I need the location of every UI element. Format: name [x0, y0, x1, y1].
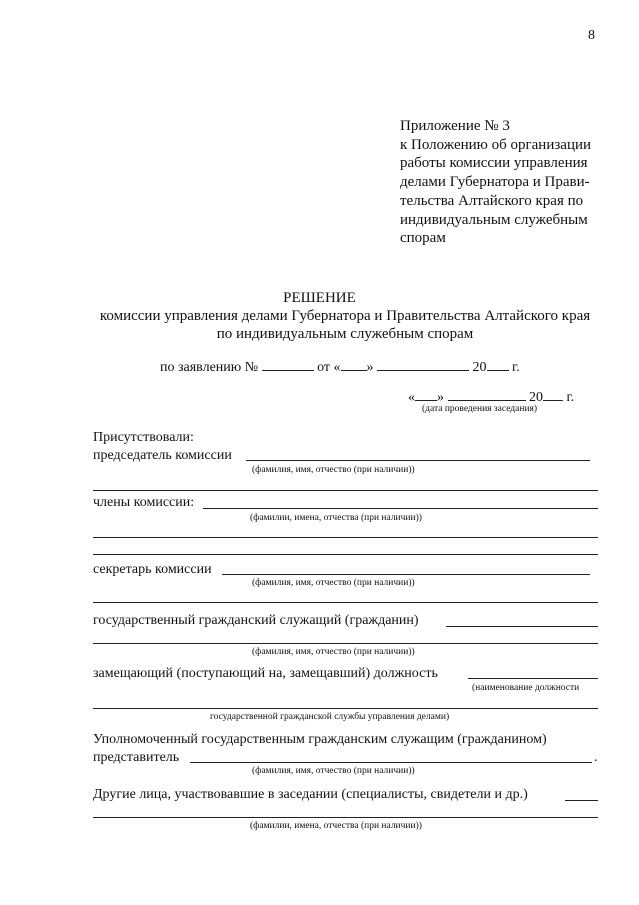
position-caption-continued: государственной гражданской службы управления делами): [210, 712, 450, 722]
position-caption: (наименование должности: [472, 683, 580, 693]
application-day-field[interactable]: [341, 357, 367, 371]
representative-field[interactable]: [190, 762, 592, 763]
meeting-year-field[interactable]: [543, 387, 563, 401]
meeting-close-quote: »: [437, 390, 444, 405]
servant-label: государственный гражданский служащий (гражданин): [93, 613, 419, 628]
application-year-field[interactable]: [487, 357, 509, 371]
appendix-line: спорам: [400, 230, 446, 247]
others-label: Другие лица, участвовавшие в заседании (специалисты, свидетели и др.): [93, 787, 528, 802]
representative-end-dot: .: [594, 750, 598, 765]
appendix-line: тельства Алтайского края по: [400, 192, 584, 209]
chair-caption: (фамилия, имя, отчество (при наличии)): [252, 465, 415, 475]
application-number-field[interactable]: [262, 357, 314, 371]
position-field[interactable]: [468, 678, 598, 679]
members-line[interactable]: [93, 554, 598, 555]
appendix-line: Приложение № 3: [400, 118, 510, 134]
members-field[interactable]: [203, 508, 598, 509]
chair-label: председатель комиссии: [93, 448, 232, 463]
appendix-line: делами Губернатора и Прави-: [400, 174, 590, 191]
application-line: [160, 357, 520, 376]
servant-caption: (фамилия, имя, отчество (при наличии)): [252, 647, 415, 657]
application-year-suffix: г.: [512, 360, 520, 375]
chair-field[interactable]: [246, 460, 590, 461]
representative-label: представитель: [93, 750, 180, 765]
heading-line: по индивидуальным служебным спорам: [216, 326, 474, 342]
application-from: от «: [317, 360, 341, 375]
meeting-date-caption: (дата проведения заседания): [422, 404, 538, 414]
meeting-open-quote: «: [408, 390, 415, 405]
others-caption: (фамилии, имена, отчества (при наличии)): [250, 821, 422, 831]
members-caption: (фамилии, имена, отчества (при наличии)): [250, 513, 422, 523]
application-quote-close: »: [366, 360, 374, 375]
servant-field[interactable]: [446, 626, 598, 627]
meeting-month-field[interactable]: [448, 387, 526, 401]
appendix-line: к Положению об организации: [400, 136, 592, 153]
meeting-year-suffix: г.: [566, 390, 575, 405]
representative-caption: (фамилия, имя, отчество (при наличии)): [252, 766, 415, 776]
representative-intro: Уполномоченный государственным гражданским служащим (гражданином): [93, 732, 547, 747]
application-prefix: по заявлению №: [160, 360, 259, 375]
appendix-line: индивидуальным служебным: [400, 211, 588, 228]
others-line[interactable]: [93, 817, 598, 818]
chair-continuation-line[interactable]: [93, 490, 598, 491]
meeting-day-field[interactable]: [415, 387, 437, 401]
position-line[interactable]: [93, 708, 598, 709]
heading-line: комиссии управления делами Губернатора и Правительства Алтайского края: [99, 308, 591, 324]
members-label: члены комиссии:: [93, 495, 195, 510]
document-title: РЕШЕНИЕ: [283, 290, 356, 306]
secretary-caption: (фамилия, имя, отчество (при наличии)): [252, 578, 415, 588]
application-year-prefix: 20: [472, 360, 487, 375]
present-label: Присутствовали:: [93, 430, 194, 445]
secretary-continuation-line[interactable]: [93, 602, 598, 603]
others-field[interactable]: [565, 800, 598, 801]
servant-line[interactable]: [93, 643, 598, 644]
members-line[interactable]: [93, 537, 598, 538]
meeting-year-prefix: 20: [529, 390, 543, 405]
page-number: 8: [588, 28, 595, 43]
application-month-field[interactable]: [377, 357, 469, 371]
appendix-line: работы комиссии управления: [400, 155, 588, 172]
appendix-block: [400, 117, 591, 248]
secretary-label: секретарь комиссии: [93, 562, 212, 577]
position-label: замещающий (поступающий на, замещавший) должность: [93, 666, 438, 681]
secretary-field[interactable]: [222, 574, 590, 575]
